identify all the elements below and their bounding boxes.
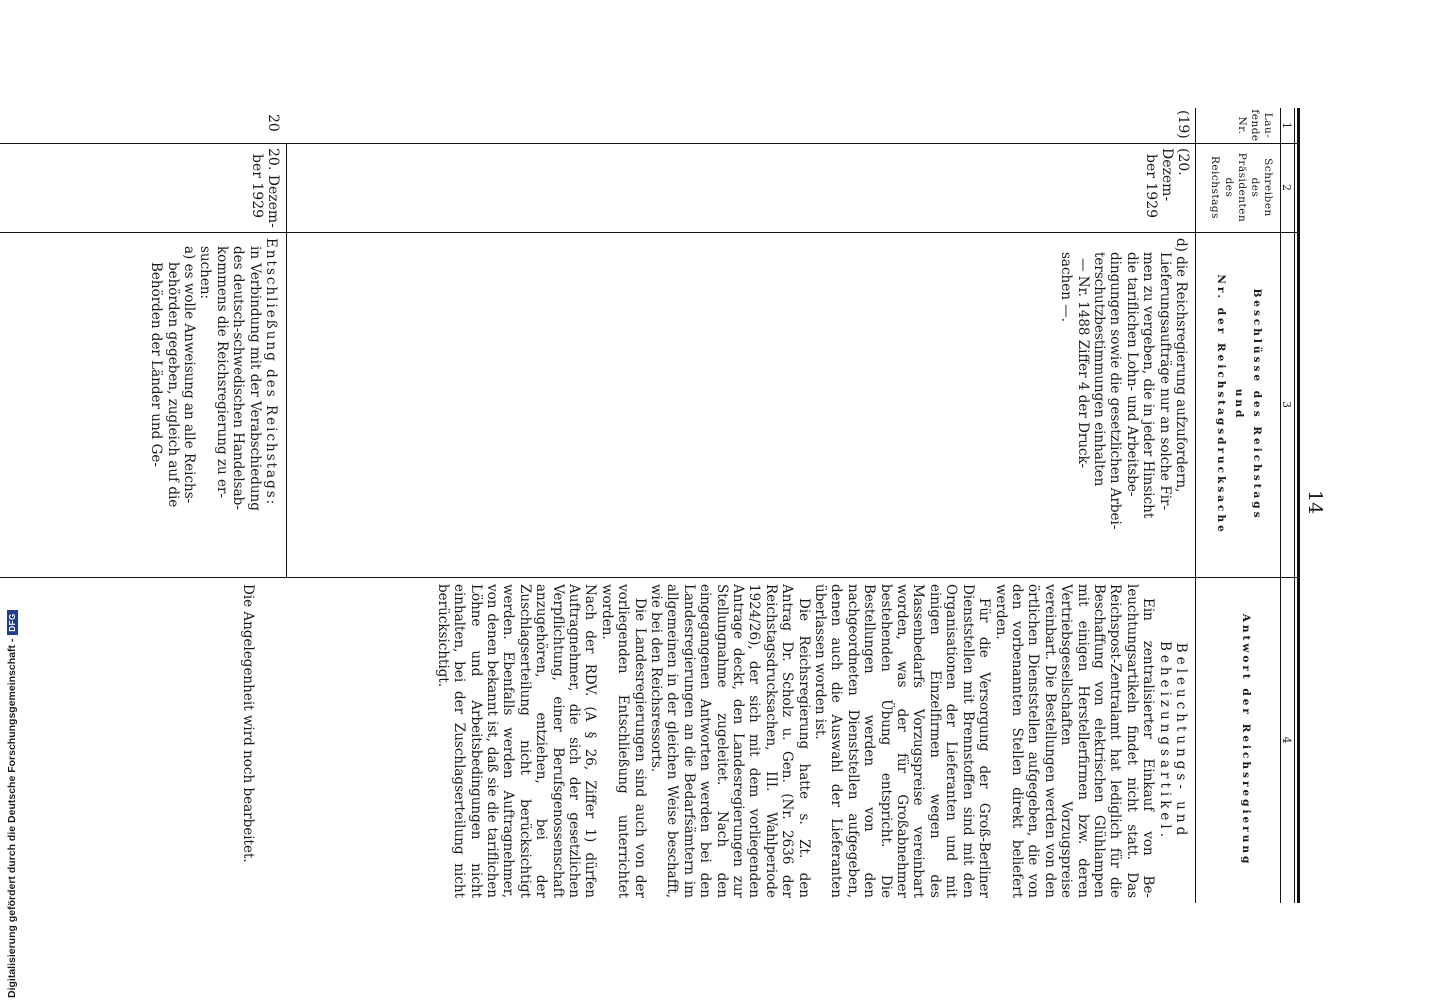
top-double-rule-1 [1297, 108, 1300, 903]
row1-antwort: Beleuchtungs- und Beheizungsartikel. Ein zentralisierter Einkauf von Be- leuchtungsartikeln findet nicht statt. Das Reichspost-Zentralamt hat lediglich für die Beschaffung von elektrischen Glühlampen mit einigen Herstellerfirmen bzw. deren Vertriebsgesellschaften Vorzugspreise vereinbart. Die Bestellungen werden von den örtlichen Dienststellen aufgegeben, die von den vorbenannten Stellen direkt beliefert werden. Für die Versorgung der Groß-Berliner Dienststellen mit Brennstoffen sind mit den Organisationen der Lieferanten und mit einigen Einzelfirmen wegen des Massenbedarfs Vorzugspreise vereinbart worden, was der für Großabnehmer bestehenden Übung entspricht. Die Bestellungen werden von den nachgeordneten Dienststellen aufgegeben, denen auch die Auswahl der Lieferanten überlassen worden ist. Die Reichsregierung hatte s. Zt. den Antrag Dr. Scholz u. Gen. (Nr. 2636 der Reichstagsdrucksachen, III. Wahlperiode 1924/26), der sich mit dem vorliegenden Antrage deckt, den Landesregierungen zur Stellungnahme zugeleitet. Nach den eingegangenen Antworten werden bei den Landesregierungen an die Bedarfsämtern im allgemeinen in der gleichen Weise beschafft, wie bei den Reichsressorts. Die Landesregierungen sind auch von der vorliegenden Entschließung unterrichtet worden. Nach der RDV. (A § 26, Ziffer 1) dürfen Auftragnehmer, die sich der gesetzlichen Verpflichtung, einer Berufsgenossenschaft anzugehören, entziehen, bei der Zuschlagserteilung nicht berücksichtigt werden. Ebenfalls werden Auftragnehmer, von denen bekannt ist, daß sie die tariflichen Löhne und Arbeitsbedingungen nicht einhalten, bei der Zuschlagserteilung nicht berücksichtigt. [434, 584, 1189, 898]
footer-text: Digitalisierung gefördert durch die Deutsche Forschungsgemeinschaft - [6, 638, 18, 998]
dfg-logo-icon: DFG [7, 610, 18, 634]
row2-date: 20. Dezem- ber 1929 [249, 148, 281, 228]
row2-antwort: Die Angelegenheit wird noch bearbeitet. [240, 584, 256, 863]
column-number-1: 1 [1280, 122, 1293, 129]
column-rule-1 [0, 143, 1300, 144]
header-col1: Lau- fende Nr. [1235, 109, 1274, 142]
column-number-3: 3 [1280, 401, 1293, 408]
row2-beschluss: Entschließung des Reichstags: in Verbindung mit der Verabschiedung des deutsch-schwedischen Handelsab- kommens die Reichsregierung zu er- suchen: a) es wolle Anweisung an alle Reichs- behörden gegeben, zugleich auf die Behörden der Länder und Ge- [148, 238, 279, 511]
header-col2: Schreiben des Präsidenten des Reichstags [1209, 152, 1274, 223]
page-number: 14 [1304, 490, 1326, 515]
footer-credit [2, 608, 22, 998]
column-number-2: 2 [1280, 184, 1293, 191]
row1-date: (20. Dezem- ber 1929 [1143, 148, 1191, 219]
header-bottom-rule [1195, 108, 1196, 903]
row1-nr: (19) [1175, 110, 1191, 139]
row1-beschluss: d) die Reichsregierung aufzufordern, Lieferungsaufträge nur an solche Fir- men zu vergeben, die in jeder Hinsicht die tariflichen Lohn- und Arbeitsbe- dingungen sowie die gesetzlichen Arbei- terschutzbestimmungen einhalten — Nr. 1488 Ziffer 4 der Druck- sachen —. [1058, 238, 1189, 530]
row2-nr: 20 [265, 114, 281, 132]
header-col3: Beschlüsse des Reichstags und Nr. der Reichstagsdrucksache [1215, 274, 1263, 535]
column-rule-3 [0, 577, 1300, 578]
column-rule-2 [0, 232, 1300, 233]
top-double-rule-2 [1294, 108, 1295, 903]
row-separator [286, 143, 287, 577]
header-col4: Antwort der Reichsregierung [1240, 613, 1252, 867]
column-number-4: 4 [1280, 736, 1293, 744]
